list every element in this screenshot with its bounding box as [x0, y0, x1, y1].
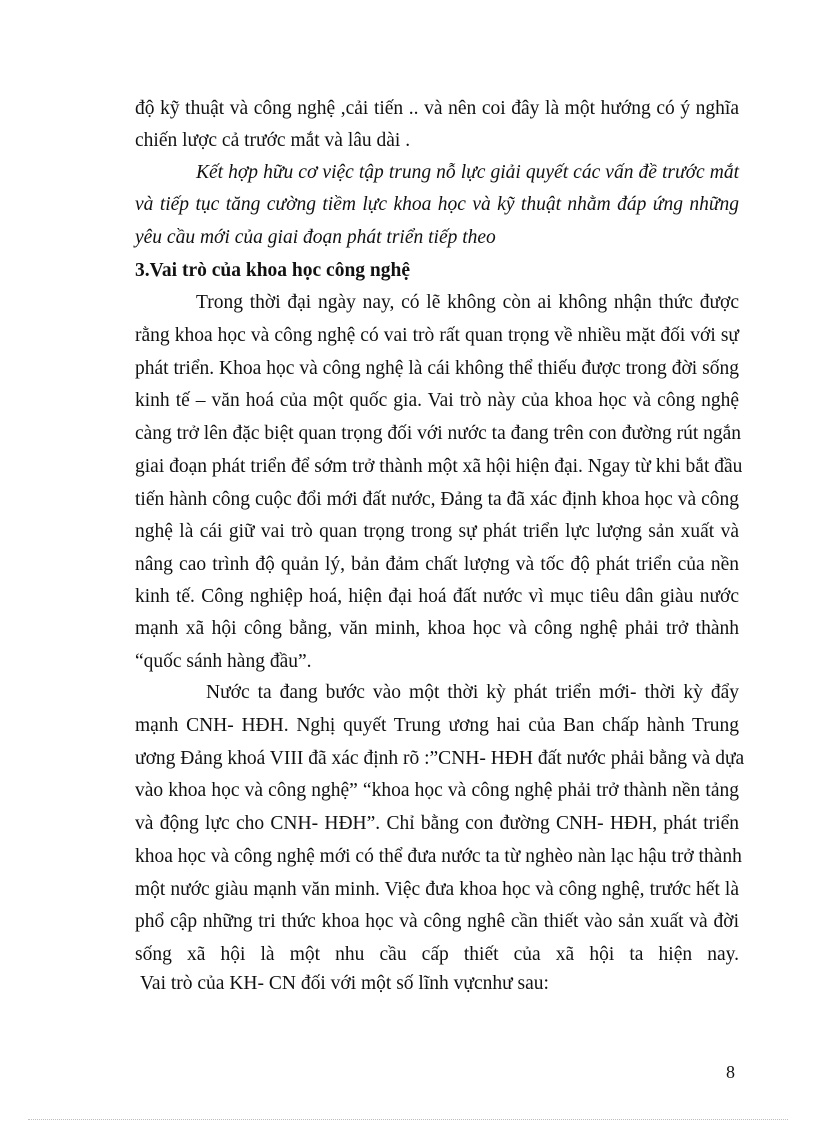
paragraph-line: kinh tế. Công nghiệp hoá, hiện đại hoá đất nước vì mục tiêu dân giàu nước	[135, 586, 739, 607]
paragraph-line: nâng cao trình độ quản lý, bản đảm chất lượng và tốc độ phát triển của nền	[135, 554, 739, 575]
text-line: chiến lược cả trước mắt và lâu dài .	[135, 130, 411, 151]
paragraph-line: kinh tế – văn hoá của một quốc gia. Vai trò này của khoa học và công nghệ	[135, 390, 739, 411]
paragraph-line: Vai trò của KH- CN đối với một số lĩnh vựcnhư sau:	[140, 973, 549, 994]
paragraph-line: “quốc sánh hàng đầu”.	[135, 651, 312, 672]
text-line: độ kỹ thuật và công nghệ ,cải tiến .. và nên coi đây là một hướng có ý nghĩa	[135, 98, 739, 119]
paragraph-line: mạnh xã hội công bằng, văn minh, khoa học và công nghệ phải trở thành	[135, 618, 739, 639]
italic-line: và tiếp tục tăng cường tiềm lực khoa học và kỹ thuật nhằm đáp ứng những	[135, 194, 739, 215]
italic-line: Kết hợp hữu cơ việc tập trung nỗ lực giải quyết các vấn đề trước mắt	[196, 162, 739, 183]
paragraph-line: rằng khoa học và công nghệ có vai trò rất quan trọng về nhiều mặt đối với sự	[135, 325, 739, 346]
paragraph-line: Nước ta đang bước vào một thời kỳ phát triển mới- thời kỳ đẩy	[206, 682, 739, 703]
section-heading: 3.Vai trò của khoa học công nghệ	[135, 260, 411, 281]
paragraph-line: một nước giàu mạnh văn minh. Việc đưa khoa học và công nghệ, trước hết là	[135, 879, 739, 900]
paragraph-line: tiến hành công cuộc đổi mới đất nước, Đảng ta đã xác định khoa học và công	[135, 489, 739, 510]
paragraph-line: vào khoa học và công nghệ” “khoa học và công nghệ phải trở thành nền tảng	[135, 780, 739, 801]
paragraph-line: phổ cập những tri thức khoa học và công nghê cần thiết vào sản xuất và đời	[135, 911, 739, 932]
paragraph-line: càng trở lên đặc biệt quan trọng đối với nước ta đang trên con đường rút ngắn	[135, 423, 742, 444]
paragraph-line: ương Đảng khoá VIII đã xác định rõ :”CNH- HĐH đất nước phải bằng và dựa	[135, 748, 745, 769]
paragraph-line: phát triển. Khoa học và công nghệ là cái không thể thiếu được trong đời sống	[135, 358, 739, 379]
paragraph-line: Trong thời đại ngày nay, có lẽ không còn ai không nhận thức được	[196, 292, 739, 313]
paragraph-line: và động lực cho CNH- HĐH”. Chỉ bằng con đường CNH- HĐH, phát triển	[135, 813, 739, 834]
paragraph-line: khoa học và công nghệ mới có thể đưa nước ta từ nghèo nàn lạc hậu trở thành	[135, 846, 742, 867]
page-bottom-divider	[28, 1119, 788, 1120]
paragraph-line: mạnh CNH- HĐH. Nghị quyết Trung ương hai của Ban chấp hành Trung	[135, 715, 739, 736]
italic-line: yêu cầu mới của giai đoạn phát triển tiếp theo	[135, 227, 496, 248]
page-number: 8	[726, 1062, 735, 1082]
paragraph-line: sống xã hội là một nhu cầu cấp thiết của xã hội ta hiện nay.	[135, 944, 739, 965]
paragraph-line: nghệ là cái giữ vai trò quan trọng trong sự phát triển lực lượng sản xuất và	[135, 521, 739, 542]
paragraph-line: giai đoạn phát triển để sớm trở thành một xã hội hiện đại. Ngay từ khi bắt đầu	[135, 456, 743, 477]
